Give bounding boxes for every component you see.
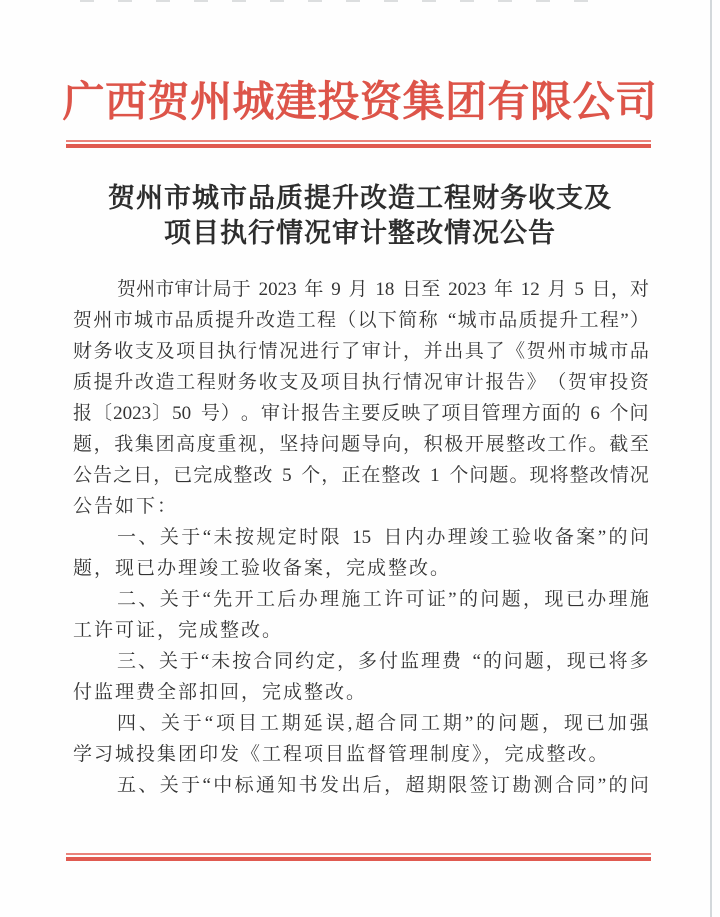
- rule-thin-line: [66, 140, 651, 142]
- body-line: 四 、 关 于 “ 项 目 工 期 延 误 , 超 合 同 工 期 ” 的 问 题 ， 现 已 加 强: [117, 713, 649, 734]
- body-line: 五 、 关 于 “ 中 标 通 知 书 发 出 后 ， 超 期 限 签 订 勘 测 合 同 ” 的 问: [117, 775, 649, 796]
- document-body: [73, 274, 649, 801]
- body-line: 财 务 收 支 及 项 目 执 行 情 况 进 行 了 审 计 ， 并 出 具 了 《 贺 州 市 城 市 品: [73, 341, 649, 362]
- body-line: 题 ， 我 集 团 高 度 重 视 ， 坚 持 问 题 导 向 ， 积 极 开 展 整 改 工 作 。 截 至: [73, 434, 649, 455]
- letterhead-company-name: 广西贺州城建投资集团有限公司: [62, 80, 658, 126]
- rule-thick-line: [66, 144, 651, 148]
- letterhead-divider-rule: [66, 140, 651, 148]
- body-line: 贺 州 市 审 计 局 于 2023 年 9 月 18 日 至 2023 年 12 月 5 日 ， 对: [117, 279, 649, 300]
- body-line: 三 、 关 于 “ 未 按 合 同 约 定 ， 多 付 监 理 费 “ 的 问 题 ， 现 已 将 多: [117, 651, 649, 672]
- document-title-line1: 贺州市城市品质提升改造工程财务收支及: [108, 183, 612, 213]
- body-line: 报 〔 2023 〕 50 号 ） 。 审 计 报 告 主 要 反 映 了 项 目 管 理 方 面 的 6 个 问: [73, 403, 649, 424]
- body-line: 质 提 升 改 造 工 程 财 务 收 支 及 项 目 执 行 情 况 审 计 报 告 》 （ 贺 审 投 资: [73, 372, 649, 393]
- document-title-line2: 项目执行情况审计整改情况公告: [164, 218, 556, 248]
- body-line: 学习城投集团印发《工程项目监督管理制度》，完成整改。: [73, 744, 610, 765]
- body-line: 二 、 关 于 “ 先 开 工 后 办 理 施 工 许 可 证 ” 的 问 题 ， 现 已 办 理 施: [117, 589, 649, 610]
- body-line: 工许可证，完成整改。: [73, 620, 284, 641]
- body-line: 付监理费全部扣回，完成整改。: [73, 682, 368, 703]
- rule-thick-line: [66, 857, 651, 861]
- body-line: 公告如下：: [73, 496, 179, 517]
- scan-artifact-right-edge: [710, 0, 712, 917]
- document-title: [0, 181, 720, 251]
- body-line: 公 告 之 日 ， 已 完 成 整 改 5 个 ， 正 在 整 改 1 个 问 题 。 现 将 整 改 情 况: [73, 465, 649, 486]
- scan-artifact-top-edge: [80, 0, 610, 2]
- body-line: 贺 州 市 城 市 品 质 提 升 改 造 工 程 （ 以 下 简 称 “ 城 市 品 质 提 升 工 程 ” ）: [73, 310, 649, 331]
- rule-thin-line: [66, 853, 651, 855]
- body-line: 题，现已办理竣工验收备案，完成整改。: [73, 558, 452, 579]
- body-line: 一 、 关 于 “ 未 按 规 定 时 限 15 日 内 办 理 竣 工 验 收 备 案 ” 的 问: [117, 527, 649, 548]
- footer-rule: [66, 853, 651, 861]
